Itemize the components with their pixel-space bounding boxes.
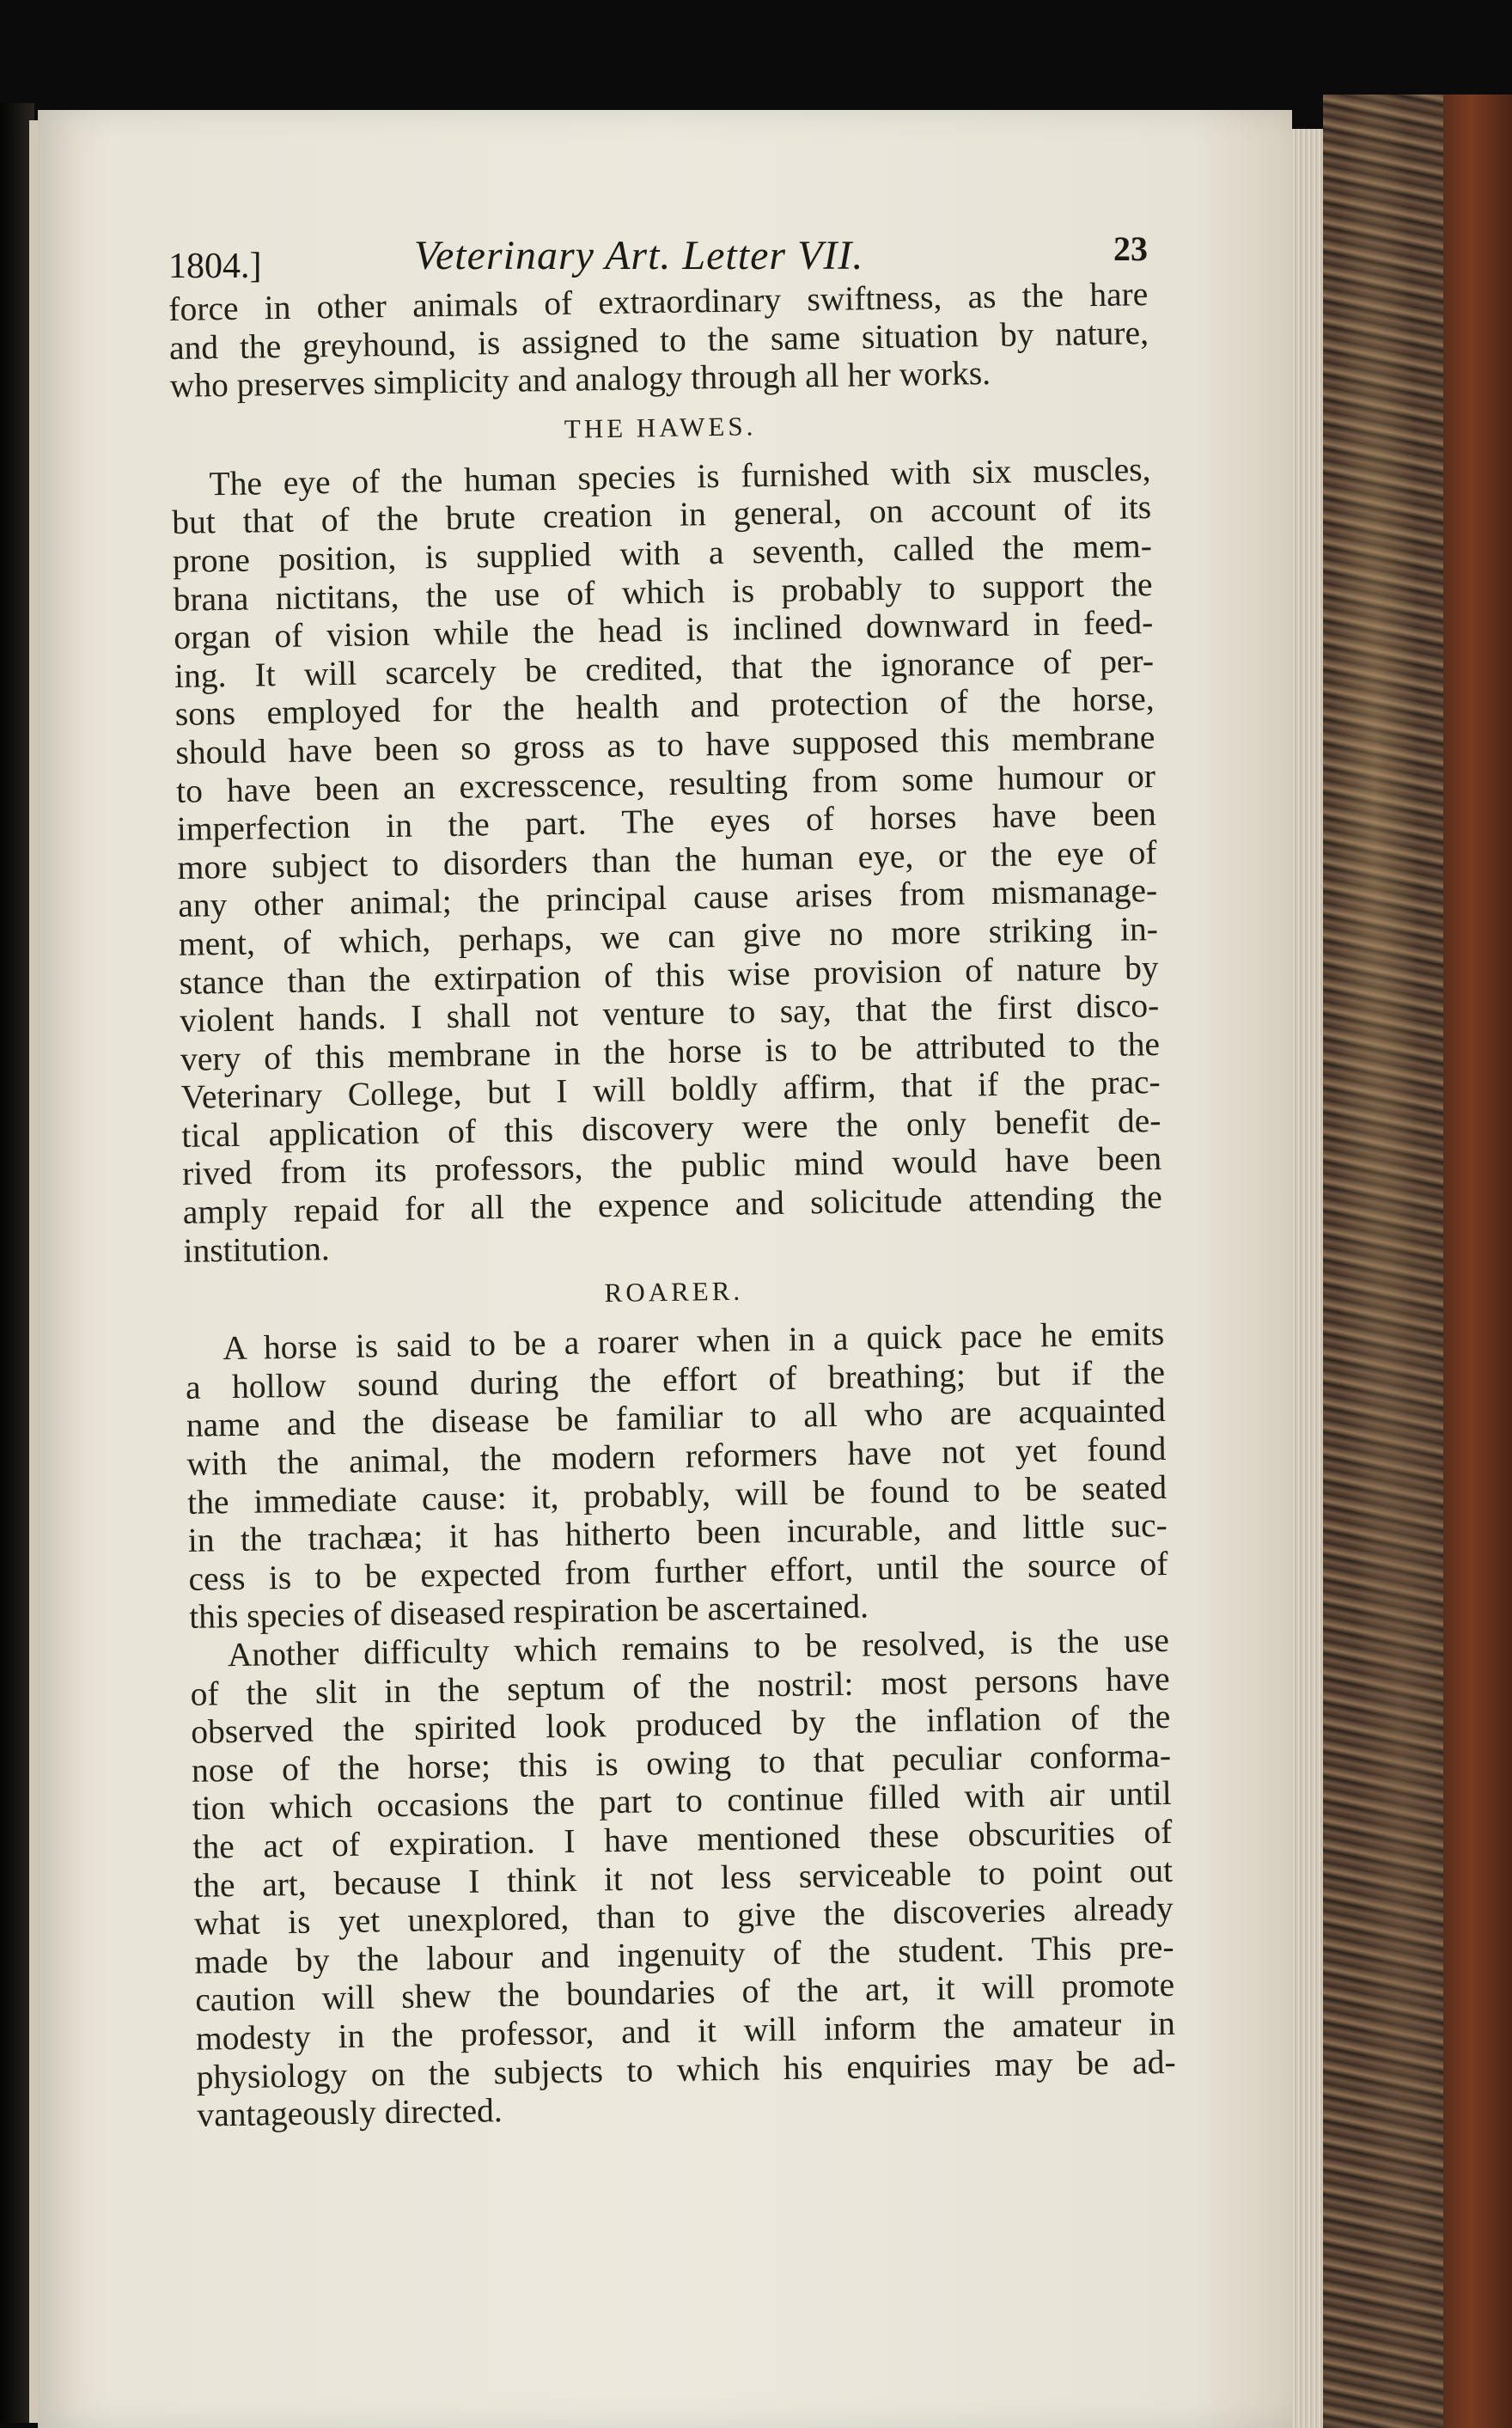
hawes-paragraph xyxy=(171,450,1163,1270)
text-line: ing. It will scarcely be credited, that the ignorance of per- xyxy=(174,641,1155,695)
text-line: physiology on the subjects to which his enquiries may be ad- xyxy=(196,2042,1176,2096)
text-line: any other animal; the principal cause arises from mismanage- xyxy=(177,871,1158,925)
header-year: 1804.] xyxy=(168,247,262,286)
text-line: institution. xyxy=(183,1229,330,1270)
text-line: name and the disease be familiar to all who are acquainted xyxy=(186,1391,1166,1445)
text-line: stance than the extirpation of this wise provision of nature by xyxy=(179,948,1159,1002)
text-line: tical application of this discovery were the only benefit de- xyxy=(181,1101,1161,1155)
page-number: 23 xyxy=(1113,229,1148,268)
text-line: caution will shew the boundaries of the art, it will promote xyxy=(194,1966,1175,2020)
text-line: modesty in the professor, and it will inform the amateur in xyxy=(195,2004,1176,2058)
text-line: the act of expiration. I have mentioned these obscurities of xyxy=(192,1812,1173,1866)
text-line: a hollow sound during the effort of breathing; but if the xyxy=(185,1352,1166,1406)
text-line: Another difficulty which remains to be resolved, is the use xyxy=(227,1620,1170,1675)
text-line: this species of diseased respiration be ascertained. xyxy=(188,1587,869,1637)
heading-hawes: THE HAWES. xyxy=(564,411,757,444)
text-line: with the animal, the modern reformers have not yet found xyxy=(186,1429,1167,1483)
text-line: violent hands. I shall not venture to say, that the first disco- xyxy=(180,986,1160,1040)
text-line: made by the labour and ingenuity of the student. This pre- xyxy=(194,1927,1174,1981)
roarer-paragraph xyxy=(185,1315,1168,1637)
text-line: nose of the horse; this is owing to that peculiar conforma- xyxy=(191,1736,1172,1790)
text-line: ment, of which, perhaps, we can give no more striking in- xyxy=(178,909,1159,963)
text-line: but that of the brute creation in general, on account of its xyxy=(171,488,1152,542)
page-edge-left xyxy=(29,120,38,2423)
page-text xyxy=(168,275,1177,2134)
text-line: very of this membrane in the horse is to be attributed to the xyxy=(180,1024,1161,1078)
text-line: tion which occasions the part to continue filled with air until xyxy=(192,1774,1172,1828)
leather-cover-edge xyxy=(1443,95,1512,2428)
text-line: prone position, is supplied with a seventh, called the mem- xyxy=(172,527,1153,580)
text-line: organ of vision while the head is inclined downward in feed- xyxy=(174,603,1154,657)
text-line: who preserves simplicity and analogy through all her works. xyxy=(169,354,991,406)
text-line: and the greyhound, is assigned to the same situation by nature, xyxy=(168,313,1149,367)
marbled-cover xyxy=(1323,95,1452,2428)
text-line: observed the spirited look produced by the inflation of the xyxy=(191,1698,1171,1751)
text-line: amply repaid for all the expence and solicitude attending the xyxy=(182,1178,1163,1231)
heading-roarer: ROARER. xyxy=(604,1275,744,1309)
text-line: force in other animals of extraordinary swiftness, as the hare xyxy=(168,275,1149,328)
text-line: should have been so gross as to have supposed this membrane xyxy=(175,717,1155,772)
running-title: Veterinary Art. Letter VII. xyxy=(414,233,864,278)
text-line: The eye of the human species is furnished with six muscles, xyxy=(209,449,1151,503)
text-line: rived from its professors, the public mind would have been xyxy=(181,1139,1162,1193)
text-line: the immediate cause: it, probably, will be found to be seated xyxy=(186,1467,1168,1522)
text-line: the art, because I think it not less serviceable to point out xyxy=(192,1851,1174,1905)
text-line: A horse is said to be a roarer when in a quick pace he emits xyxy=(223,1315,1165,1368)
text-line: what is yet unexplored, than to give the discoveries already xyxy=(193,1889,1174,1943)
another-paragraph xyxy=(190,1621,1177,2135)
text-line: vantageously directed. xyxy=(197,2091,503,2134)
intro-paragraph xyxy=(168,275,1149,406)
text-line: more subject to disorders than the human eye, or the eye of xyxy=(177,833,1157,887)
text-line: Veterinary College, but I will boldly affirm, that if the prac- xyxy=(180,1063,1161,1117)
text-line: cess is to be expected from further effort, until the source of xyxy=(188,1544,1168,1598)
text-line: to have been an excresscence, resulting from some humour or xyxy=(175,756,1156,810)
text-line: of the slit in the septum of the nostril: most persons have xyxy=(190,1659,1170,1713)
text-line: sons employed for the health and protection of the horse, xyxy=(174,680,1155,734)
text-line: brana nictitans, the use of which is probably to support the xyxy=(173,564,1153,619)
text-line: imperfection in the part. The eyes of horses have been xyxy=(176,795,1157,849)
text-line: in the trachæa; it has hitherto been incurable, and little suc- xyxy=(187,1506,1168,1560)
